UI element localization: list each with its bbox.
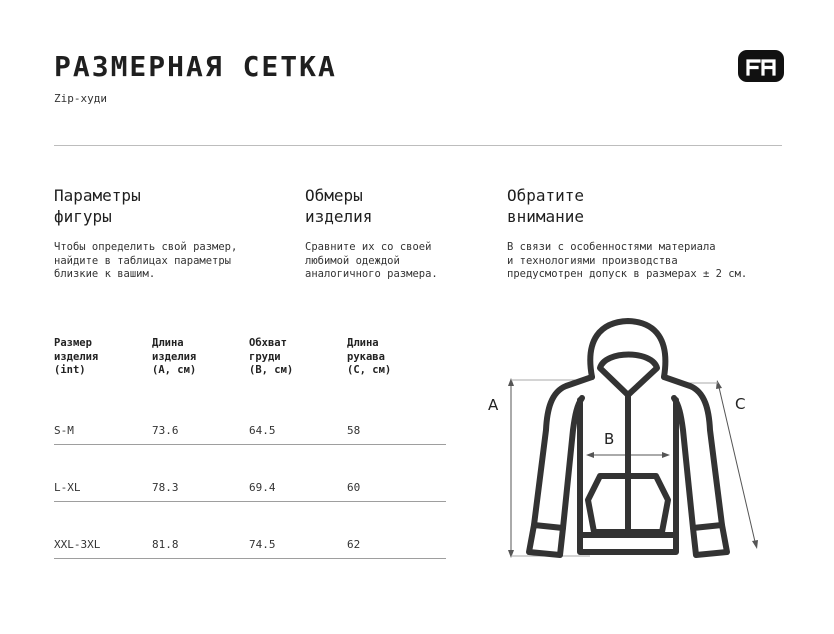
info-heading: Параметры фигуры	[54, 186, 141, 226]
cell-sleeve: 58	[347, 424, 361, 437]
info-column-figure	[54, 185, 269, 282]
page-title: РАЗМЕРНАЯ СЕТКА	[54, 50, 337, 83]
hoodie-icon	[470, 300, 834, 600]
dimension-label-c: C	[735, 395, 746, 413]
cell-sleeve: 62	[347, 538, 361, 551]
header-chest: Обхват груди (B, см)	[249, 337, 294, 376]
cell-chest: 74.5	[249, 538, 276, 551]
cell-chest: 69.4	[249, 481, 276, 494]
header-sleeve: Длина рукава (C, см)	[347, 337, 392, 376]
page-subtitle: Zip-худи	[54, 92, 107, 105]
table-row	[54, 424, 446, 445]
ff-logo-icon	[738, 50, 784, 82]
info-column-measurements	[305, 185, 520, 282]
info-text: Чтобы определить свой размер, найдите в таблицах параметры близкие к вашим.	[54, 241, 238, 280]
size-table-header	[54, 337, 446, 381]
cell-size: XXL-3XL	[54, 538, 101, 551]
dimension-label-a: A	[488, 396, 499, 414]
info-text: В связи с особенностями материала и технологиями производства предусмотрен допуск в размерах ± 2 см.	[507, 241, 748, 280]
info-text: Сравните их со своей любимой одеждой аналогичного размера.	[305, 241, 438, 280]
cell-sleeve: 60	[347, 481, 361, 494]
cell-size: L-XL	[54, 481, 81, 494]
table-row	[54, 481, 446, 502]
info-heading: Обратите внимание	[507, 186, 585, 226]
cell-size: S-M	[54, 424, 74, 437]
header-divider	[54, 145, 782, 146]
info-heading: Обмеры изделия	[305, 186, 373, 226]
info-column-notice	[507, 185, 807, 282]
cell-chest: 64.5	[249, 424, 276, 437]
table-row	[54, 538, 446, 559]
header-size: Размер изделия (int)	[54, 337, 99, 376]
header-length: Длина изделия (A, см)	[152, 337, 197, 376]
cell-length: 73.6	[152, 424, 179, 437]
dimension-label-b: B	[604, 430, 615, 448]
cell-length: 78.3	[152, 481, 179, 494]
cell-length: 81.8	[152, 538, 179, 551]
